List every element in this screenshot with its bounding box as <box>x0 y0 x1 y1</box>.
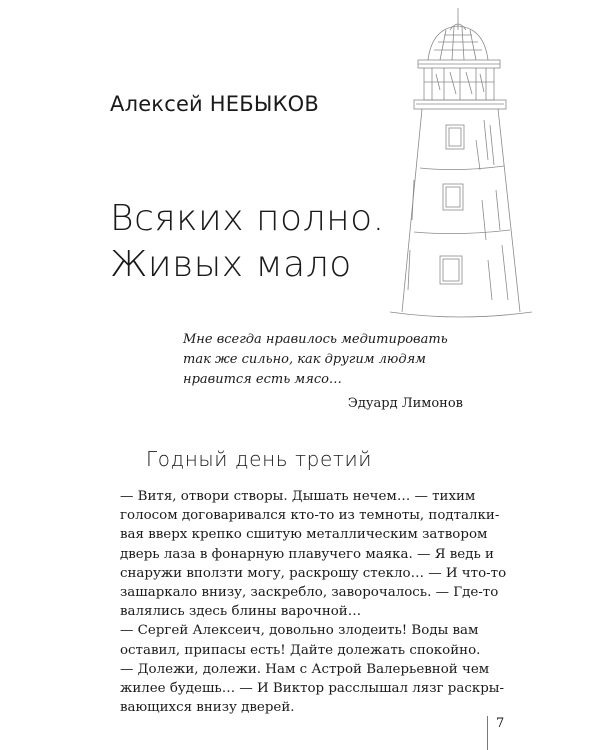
body-text <box>120 487 506 717</box>
lighthouse-illustration <box>380 0 540 330</box>
author-name: Алексей НЕБЫКОВ <box>110 92 320 116</box>
body-line: валялись здесь блины варочной… <box>120 604 362 620</box>
page-number-rule <box>487 716 488 750</box>
body-line: зашаркало внизу, заскребло, заворочалось. — Где-то <box>120 585 499 601</box>
body-line: оставил, припасы есть! Дайте долежать спокойно. <box>120 642 481 658</box>
body-line: — Сергей Алексеич, довольно злодеить! Воды вам <box>120 623 479 639</box>
page-number: 7 <box>496 716 505 731</box>
epigraph-line: Мне всегда нравилось медитировать <box>183 332 448 347</box>
body-line: вающихся внизу дверей. <box>120 700 295 716</box>
epigraph <box>183 330 463 390</box>
body-line: жилее будешь… — И Виктор расслышал лязг раскры- <box>120 681 504 697</box>
title-line-2: Живых мало <box>110 244 352 285</box>
epigraph-author: Эдуард Лимонов <box>347 396 463 411</box>
body-line: голосом договаривался кто-то из темноты, подталки- <box>120 508 500 524</box>
section-title: Годный день третий <box>146 447 373 471</box>
body-line: снаружи вползти могу, раскрошу стекло… — И что-то <box>120 565 507 581</box>
body-line: — Долежи, долежи. Нам с Астрой Валерьевной чем <box>120 661 490 677</box>
book-title <box>110 196 385 288</box>
body-line: — Витя, отвори створы. Дышать нечем… — тихим <box>120 489 476 504</box>
body-line: дверь лаза в фонарную плавучего маяка. — Я ведь и <box>120 546 494 562</box>
title-line-1: Всяких полно. <box>110 198 385 239</box>
epigraph-line: так же сильно, как другим людям <box>183 352 426 367</box>
body-line: вая вверх крепко сшитую металлическим затвором <box>120 527 488 543</box>
epigraph-line: нравится есть мясо… <box>183 372 342 387</box>
